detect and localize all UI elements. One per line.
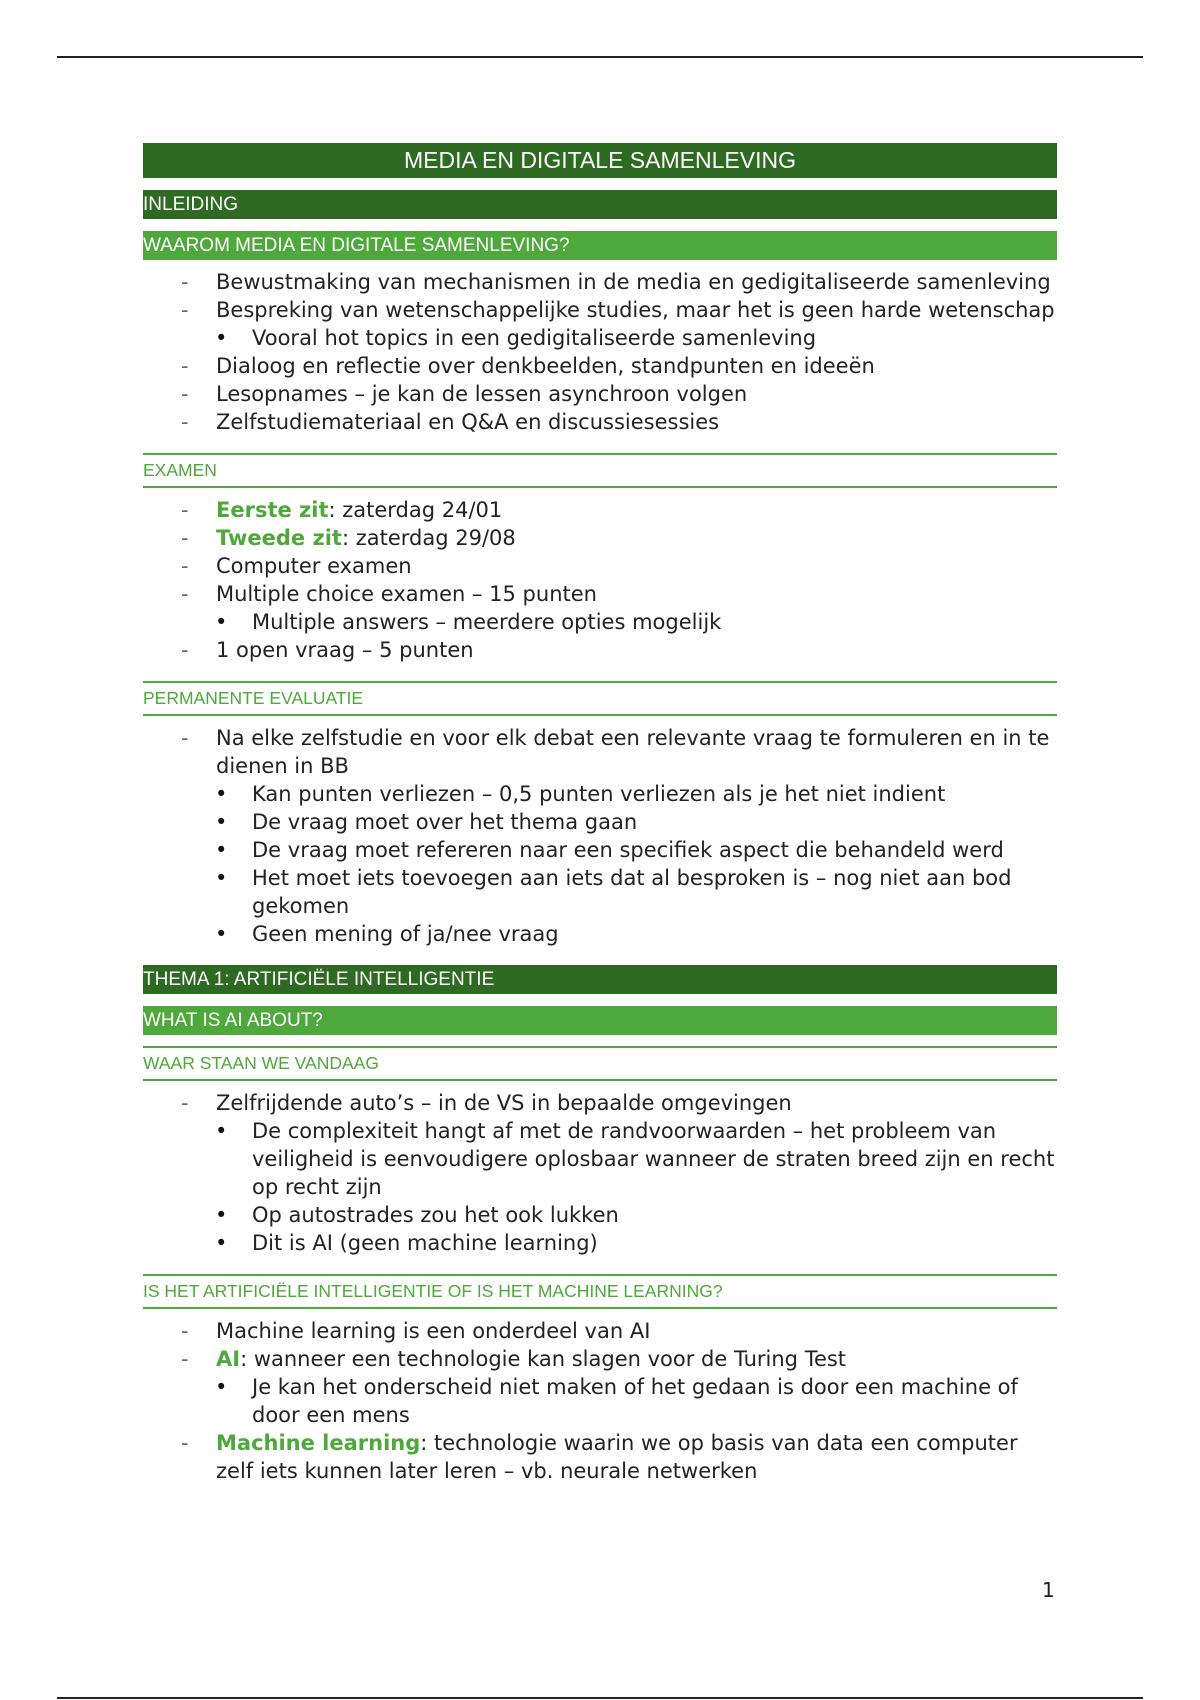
ai-definition: : wanneer een technologie kan slagen voor de Turing Test [240, 1347, 847, 1371]
ai-label: AI [216, 1347, 241, 1371]
tweede-zit-label: Tweede zit [216, 526, 342, 550]
list-item [143, 524, 1057, 552]
tweede-zit-value: : zaterdag 29/08 [341, 526, 516, 550]
list-item: • Multiple answers – meerdere opties mogelijk [143, 608, 1057, 636]
list-item: - Bespreking van wetenschappelijke studies, maar het is geen harde wetenschap [143, 296, 1057, 324]
heading-examen: EXAMEN [143, 453, 1057, 488]
vandaag-list [143, 1089, 1057, 1257]
heading-inleiding: INLEIDING [143, 190, 1057, 219]
heading-permanente-evaluatie: PERMANENTE EVALUATIE [143, 681, 1057, 716]
list-item: - Lesopnames – je kan de lessen asynchroon volgen [143, 380, 1057, 408]
list-item: • Op autostrades zou het ook lukken [143, 1201, 1057, 1229]
eerste-zit-value: : zaterdag 24/01 [328, 498, 503, 522]
document-content [143, 143, 1057, 1485]
list-item: • Kan punten verliezen – 0,5 punten verliezen als je het niet indient [143, 780, 1057, 808]
list-item [143, 496, 1057, 524]
list-item: • De vraag moet refereren naar een specifiek aspect die behandeld werd [143, 836, 1057, 864]
heading-what-is-ai: WHAT IS AI ABOUT? [143, 1006, 1057, 1035]
list-item: - Dialoog en reflectie over denkbeelden, standpunten en ideeën [143, 352, 1057, 380]
ai-ml-list [143, 1317, 1057, 1485]
list-item: - Zelfrijdende auto’s – in de VS in bepaalde omgevingen [143, 1089, 1057, 1117]
list-item: • Geen mening of ja/nee vraag [143, 920, 1057, 948]
heading-ai-or-ml: IS HET ARTIFICIËLE INTELLIGENTIE OF IS HET MACHINE LEARNING? [143, 1274, 1057, 1309]
list-item: • Vooral hot topics in een gedigitaliseerde samenleving [143, 324, 1057, 352]
list-item: - Machine learning is een onderdeel van AI [143, 1317, 1057, 1345]
evaluatie-list [143, 724, 1057, 948]
list-item: - 1 open vraag – 5 punten [143, 636, 1057, 664]
list-item: • De complexiteit hangt af met de randvoorwaarden – het probleem van veiligheid is eenvoudigere oplosbaar wanneer de straten breed zijn en recht op recht zijn [143, 1117, 1057, 1201]
ml-label: Machine learning [216, 1431, 421, 1455]
list-item: - Na elke zelfstudie en voor elk debat een relevante vraag te formuleren en in te dienen in BB [143, 724, 1057, 780]
page-number: 1 [1042, 1578, 1055, 1602]
list-item: • Dit is AI (geen machine learning) [143, 1229, 1057, 1257]
list-item: - Zelfstudiemateriaal en Q&A en discussiesessies [143, 408, 1057, 436]
heading-thema-1: THEMA 1: ARTIFICIËLE INTELLIGENTIE [143, 965, 1057, 994]
heading-waar-staan-we: WAAR STAAN WE VANDAAG [143, 1046, 1057, 1081]
eerste-zit-label: Eerste zit [216, 498, 329, 522]
document-title: MEDIA EN DIGITALE SAMENLEVING [143, 143, 1057, 178]
list-item: • Je kan het onderscheid niet maken of het gedaan is door een machine of door een mens [143, 1373, 1057, 1429]
ml-definition: : technologie waarin we op basis van data een computer zelf iets kunnen later leren – vb. neurale netwerken [216, 1431, 1018, 1483]
list-item: - Bewustmaking van mechanismen in de media en gedigitaliseerde samenleving [143, 268, 1057, 296]
list-item: - Multiple choice examen – 15 punten [143, 580, 1057, 608]
heading-waarom: WAAROM MEDIA EN DIGITALE SAMENLEVING? [143, 231, 1057, 260]
list-item: • Het moet iets toevoegen aan iets dat al besproken is – nog niet aan bod gekomen [143, 864, 1057, 920]
page-top-rule [57, 56, 1143, 58]
page-bottom-rule [57, 1697, 1143, 1699]
examen-list [143, 496, 1057, 664]
list-item [143, 1345, 1057, 1373]
list-item: • De vraag moet over het thema gaan [143, 808, 1057, 836]
waarom-list [143, 268, 1057, 436]
list-item [143, 1429, 1057, 1485]
list-item: - Computer examen [143, 552, 1057, 580]
